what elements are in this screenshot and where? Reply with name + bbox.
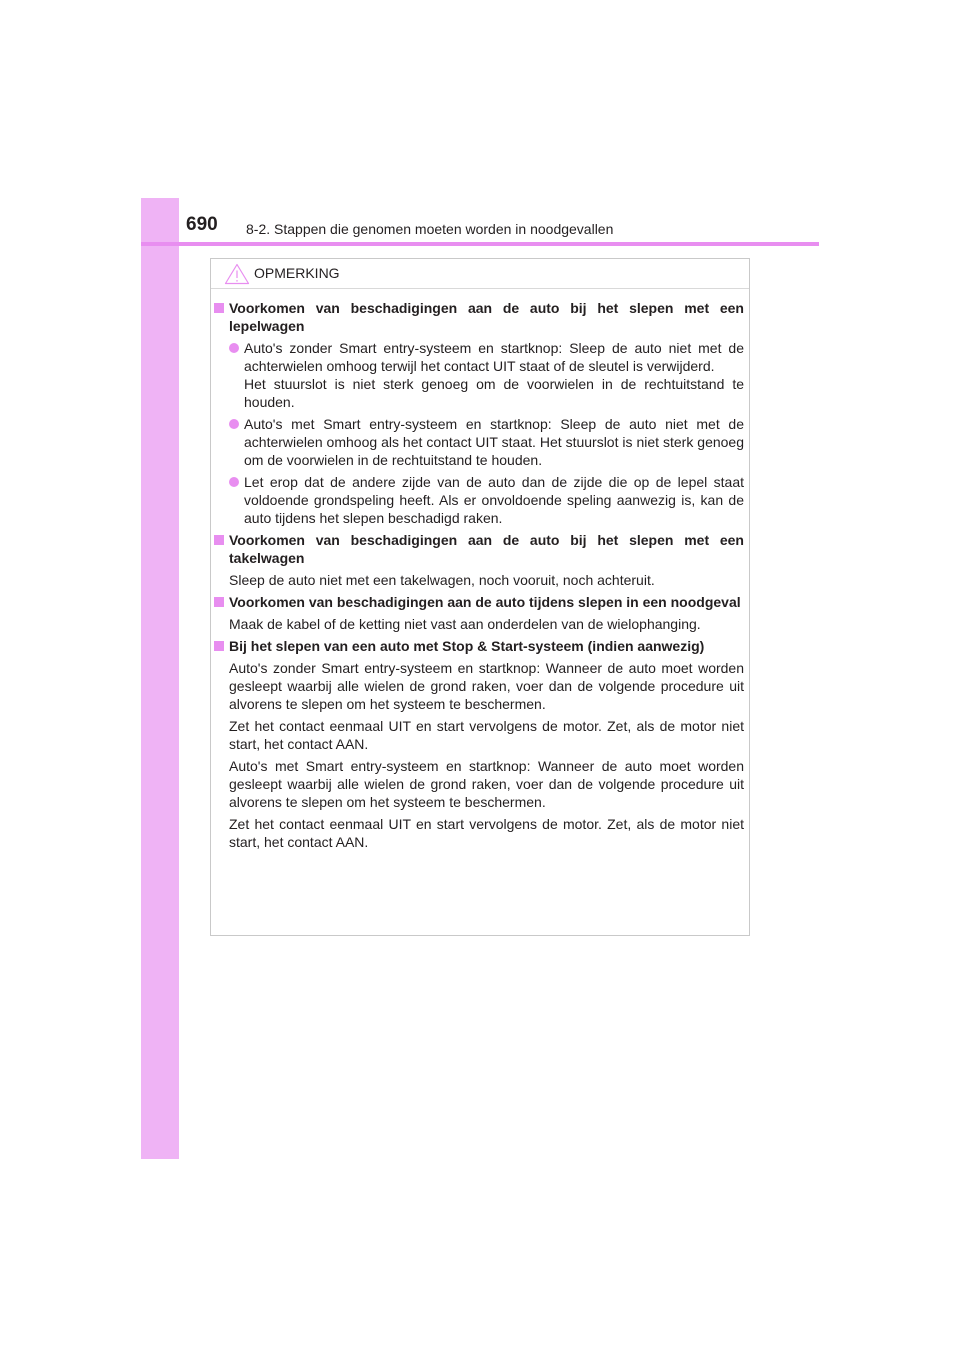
warning-triangle-icon [224, 263, 250, 285]
list-item-text: Het stuurslot is niet sterk genoeg om de voorwielen in de rechtuitstand te houden. [244, 376, 744, 410]
section-paragraph: Auto's zonder Smart entry-systeem en startknop: Wanneer de auto moet worden gesleept waarbij alle wielen de grond raken, voer dan de volgende procedure uit alvorens te slepen om het systeem te beschermen. [229, 660, 744, 712]
section-square-bullet [214, 303, 224, 313]
section-title: Bij het slepen van een auto met Stop & Start-systeem (indien aanwezig) [229, 638, 705, 654]
section-noodgeval [214, 593, 744, 633]
chapter-sidebar-tab [141, 198, 179, 1159]
list-item [229, 415, 744, 469]
header-rule [141, 242, 819, 246]
section-paragraph: Zet het contact eenmaal UIT en start vervolgens de motor. Zet, als de motor niet start, het contact AAN. [229, 718, 744, 752]
list-item [229, 339, 744, 411]
list-item-text: Auto's met Smart entry-systeem en startknop: Sleep de auto niet met de achterwielen omhoog als het contact UIT staat. Het stuurslot is niet sterk genoeg om de voorwielen in de rechtuitstand te houden. [244, 416, 744, 468]
section-square-bullet [214, 641, 224, 651]
section-text: Maak de kabel of de ketting niet vast aan onderdelen van de wielophanging. [229, 616, 701, 632]
page-number: 690 [186, 214, 218, 235]
list-item [229, 473, 744, 527]
notice-label: OPMERKING [254, 265, 340, 281]
notice-content [214, 299, 744, 851]
section-square-bullet [214, 597, 224, 607]
section-paragraph: Zet het contact eenmaal UIT en start vervolgens de motor. Zet, als de motor niet start, het contact AAN. [229, 816, 744, 850]
section-lepelwagen [214, 299, 744, 527]
section-title: Voorkomen van beschadigingen aan de auto tijdens slepen in een noodgeval [229, 594, 741, 610]
list-item-text: Auto's zonder Smart entry-systeem en startknop: Sleep de auto niet met de achterwielen omhoog terwijl het contact UIT staat of de sleutel is verwijderd. [244, 340, 744, 374]
section-takelwagen [214, 531, 744, 589]
section-title: Voorkomen van beschadigingen aan de auto bij het slepen met een takelwagen [229, 532, 744, 566]
section-header-title: 8-2. Stappen die genomen moeten worden in noodgevallen [246, 221, 614, 237]
section-paragraph: Auto's met Smart entry-systeem en startknop: Wanneer de auto moet worden gesleept waarbij alle wielen de grond raken, voer dan de volgende procedure uit alvorens te slepen om het systeem te beschermen. [229, 758, 744, 810]
round-bullet [229, 419, 239, 429]
section-text: Sleep de auto niet met een takelwagen, noch vooruit, noch achteruit. [229, 572, 655, 588]
list-item-text: Let erop dat de andere zijde van de auto dan de zijde die op de lepel staat voldoende grondspeling heeft. Als er onvoldoende speling aanwezig is, kan de auto tijdens het slepen beschadigd raken. [244, 474, 744, 526]
notice-box [210, 258, 750, 936]
round-bullet [229, 477, 239, 487]
section-stop-start [214, 637, 744, 851]
section-title: Voorkomen van beschadigingen aan de auto bij het slepen met een lepelwagen [229, 300, 744, 334]
notice-header [211, 259, 749, 289]
round-bullet [229, 343, 239, 353]
section-square-bullet [214, 535, 224, 545]
